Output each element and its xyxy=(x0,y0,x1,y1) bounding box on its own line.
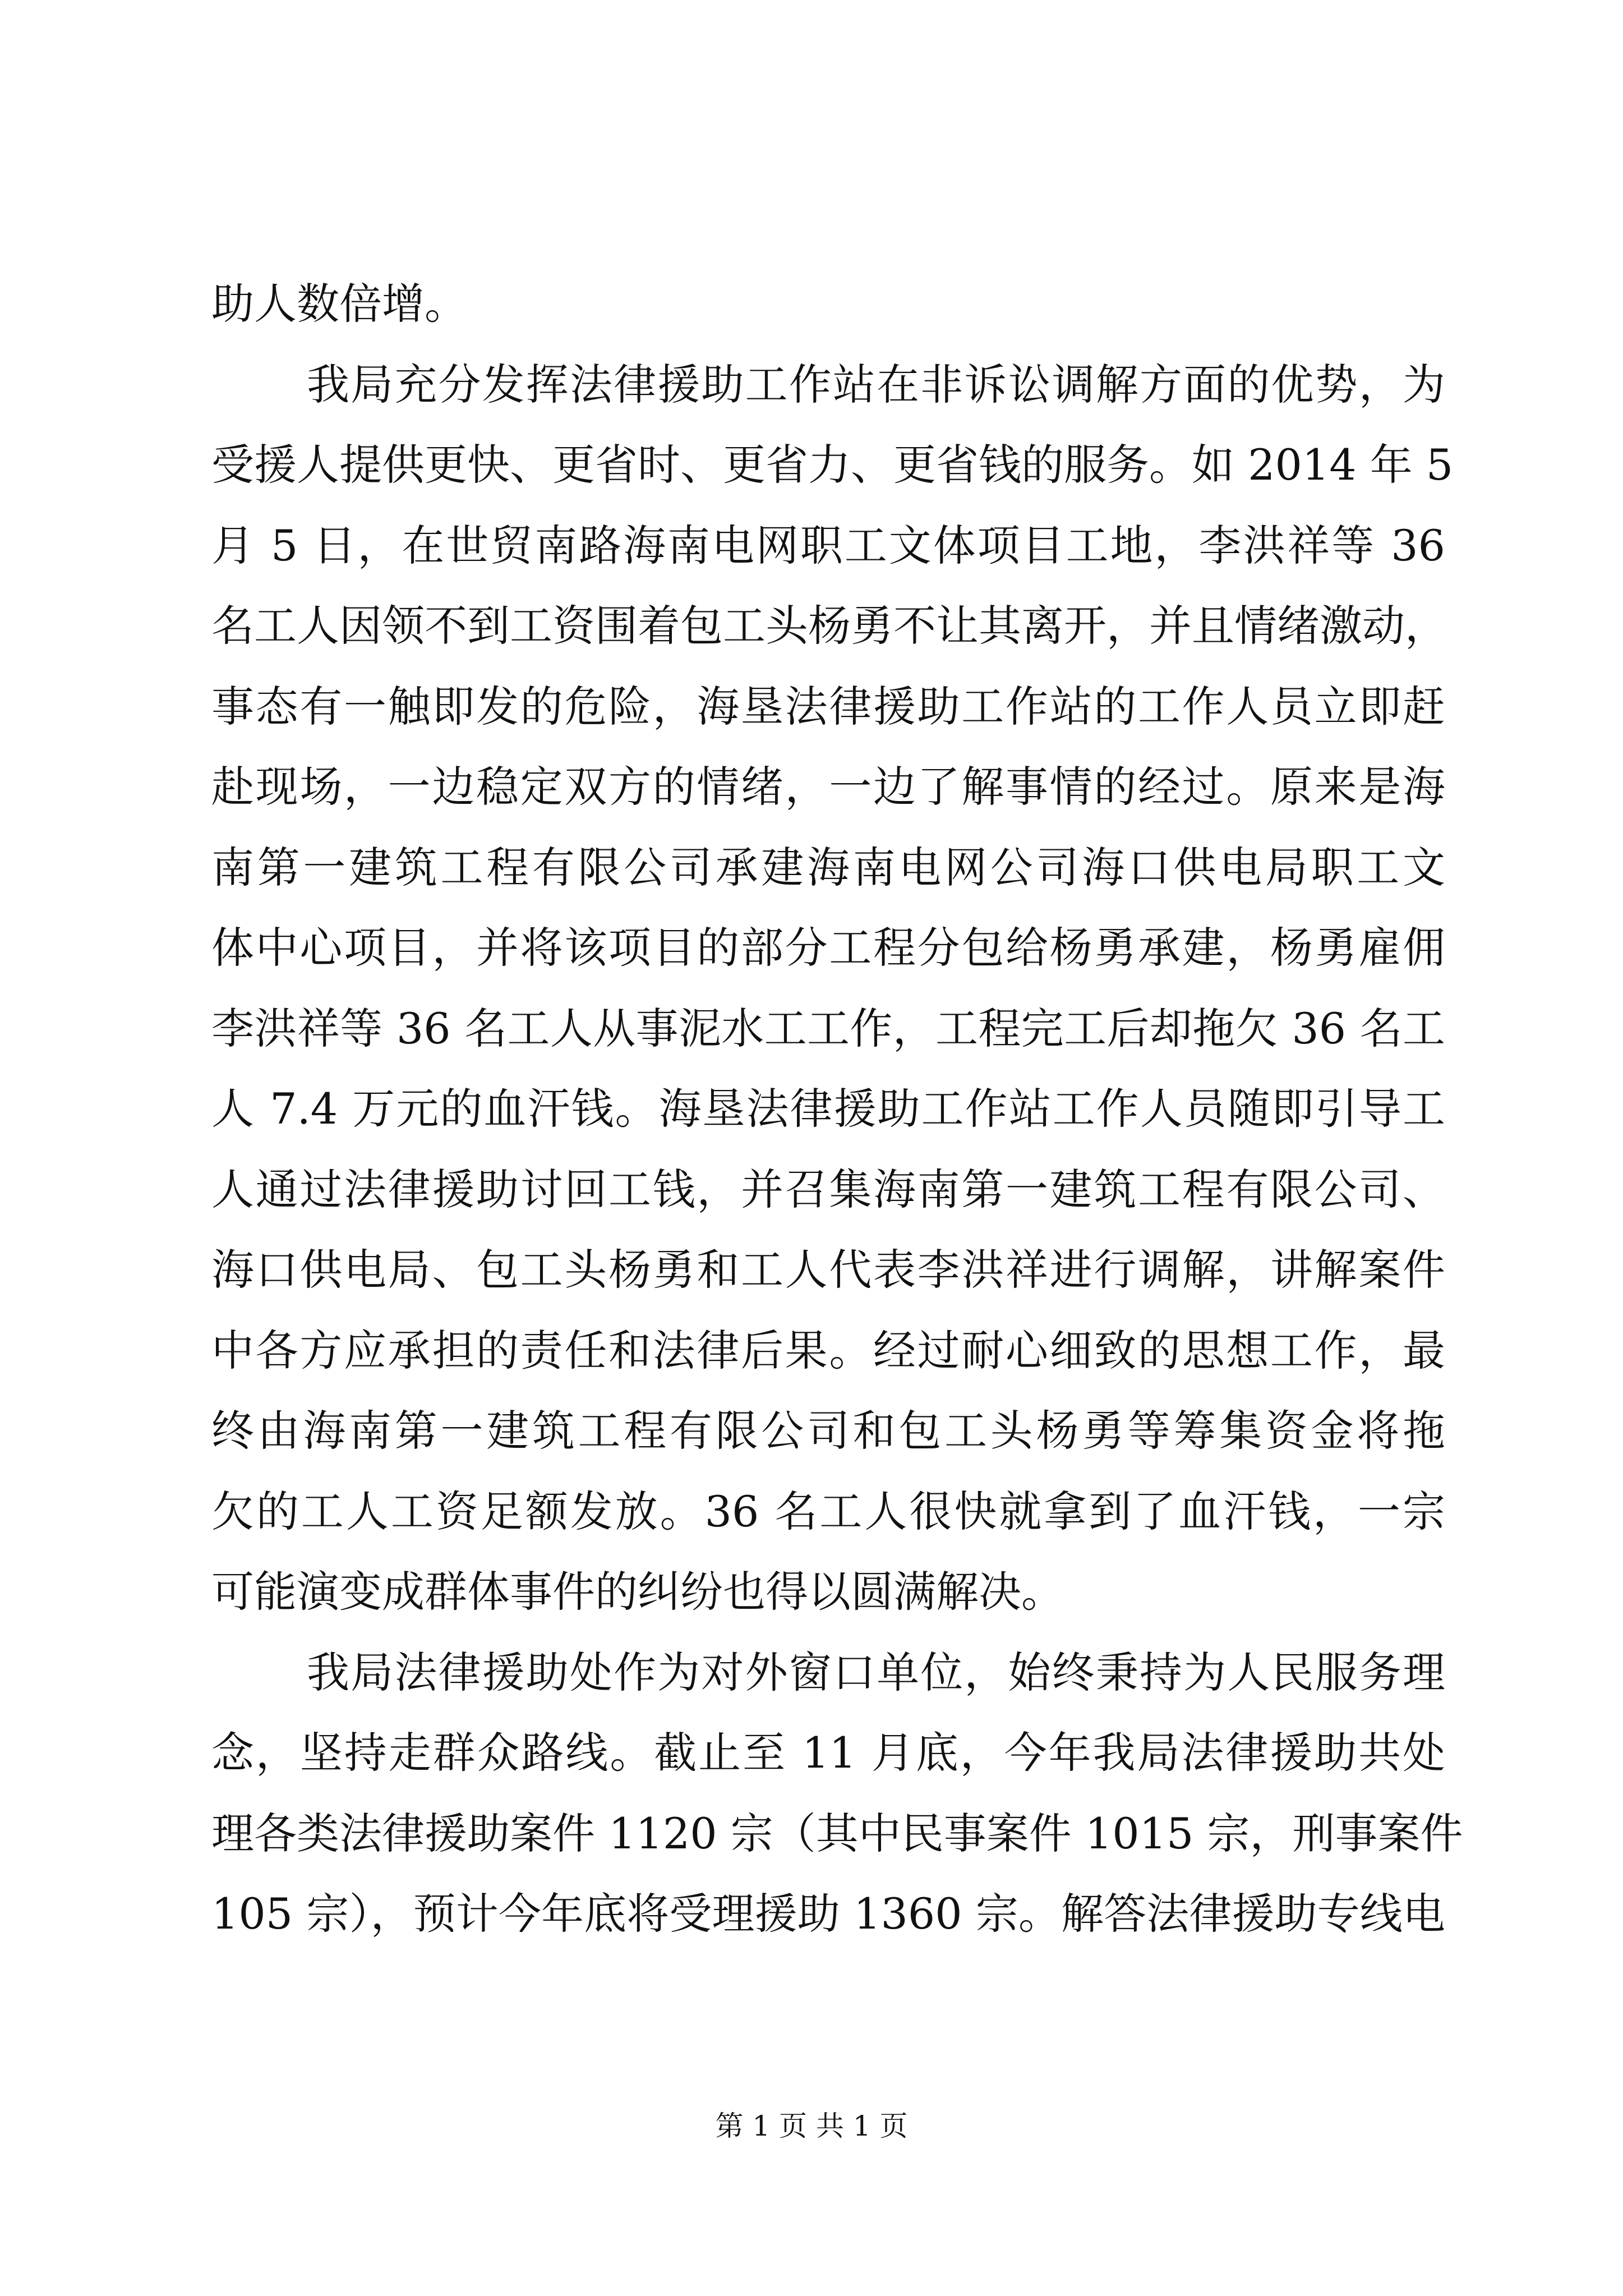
text-line: 人 7.4 万元的血汗钱。海垦法律援助工作站工作人员随即引导工 xyxy=(211,1084,1445,1134)
text-line: 105 宗），预计今年底将受理援助 1360 宗。解答法律援助专线电 xyxy=(211,1889,1445,1939)
text-line: 体中心项目，并将该项目的部分工程分包给杨勇承建，杨勇雇佣 xyxy=(211,923,1445,973)
text-line: 念，坚持走群众路线。截止至 11 月底，今年我局法律援助共处 xyxy=(211,1728,1445,1778)
text-line: 我局法律援助处作为对外窗口单位，始终秉持为人民服务理 xyxy=(307,1647,1445,1697)
text-line: 南第一建筑工程有限公司承建海南电网公司海口供电局职工文 xyxy=(211,842,1445,892)
text-line: 事态有一触即发的危险，海垦法律援助工作站的工作人员立即赶 xyxy=(211,681,1445,731)
text-line: 李洪祥等 36 名工人从事泥水工工作，工程完工后却拖欠 36 名工 xyxy=(211,1003,1445,1053)
text-line: 终由海南第一建筑工程有限公司和包工头杨勇等筹集资金将拖 xyxy=(211,1406,1445,1456)
page-footer: 第 1 页 共 1 页 xyxy=(715,2110,908,2142)
body-text xyxy=(211,264,1463,1954)
text-line: 助人数倍增。 xyxy=(211,279,467,329)
text-line: 理各类法律援助案件 1120 宗（其中民事案件 1015 宗，刑事案件 xyxy=(211,1808,1463,1858)
text-line: 赴现场，一边稳定双方的情绪，一边了解事情的经过。原来是海 xyxy=(211,762,1445,812)
text-line: 人通过法律援助讨回工钱，并召集海南第一建筑工程有限公司、 xyxy=(211,1164,1445,1214)
text-line: 受援人提供更快、更省时、更省力、更省钱的服务。如 2014 年 5 xyxy=(211,440,1454,490)
text-line: 名工人因领不到工资围着包工头杨勇不让其离开，并且情绪激动， xyxy=(211,601,1447,651)
text-line: 我局充分发挥法律援助工作站在非诉讼调解方面的优势，为 xyxy=(307,359,1445,409)
text-line: 海口供电局、包工头杨勇和工人代表李洪祥进行调解，讲解案件 xyxy=(211,1245,1445,1295)
text-line: 欠的工人工资足额发放。36 名工人很快就拿到了血汗钱，一宗 xyxy=(211,1486,1445,1536)
text-line: 可能演变成群体事件的纠纷也得以圆满解决。 xyxy=(211,1567,1064,1617)
text-line: 中各方应承担的责任和法律后果。经过耐心细致的思想工作，最 xyxy=(211,1325,1445,1375)
text-line: 月 5 日，在世贸南路海南电网职工文体项目工地，李洪祥等 36 xyxy=(211,520,1445,570)
